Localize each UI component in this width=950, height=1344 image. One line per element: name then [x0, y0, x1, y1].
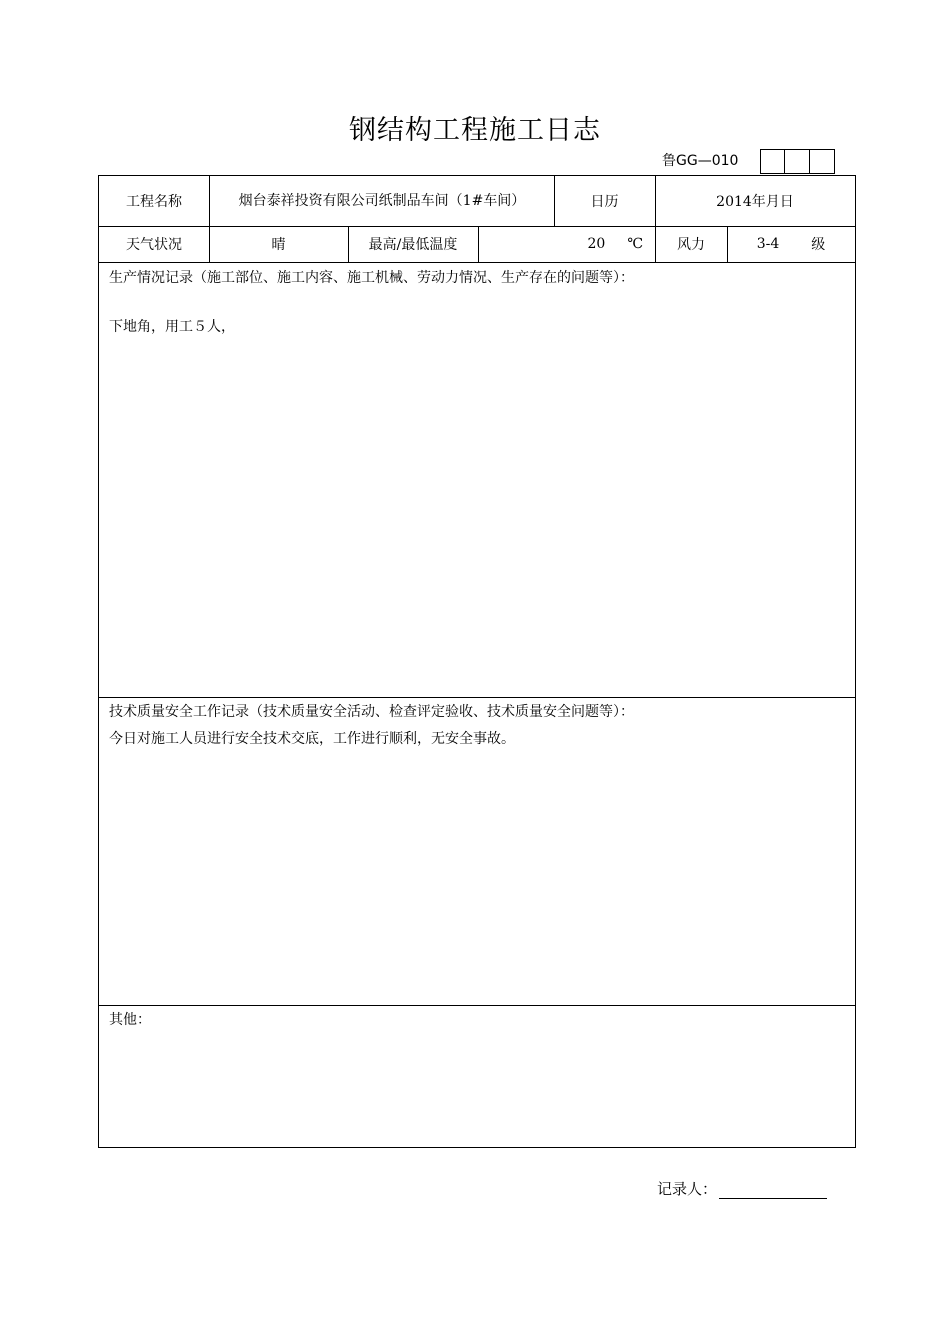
row-divider: [99, 697, 855, 698]
quality-heading: 技术质量安全工作记录（技术质量安全活动、检查评定验收、技术质量安全问题等）：: [109, 704, 634, 720]
wind-value-cell[interactable]: [727, 226, 855, 262]
temperature-label: 最高/最低温度: [368, 237, 458, 253]
quality-content[interactable]: 今日对施工人员进行安全技术交底，工作进行顺利，无安全事故。: [109, 731, 515, 747]
recorder-signature-line[interactable]: [719, 1180, 827, 1199]
wind-unit: 级: [811, 237, 826, 253]
weather-label: 天气状况: [126, 237, 182, 253]
form-code-boxes: [760, 149, 835, 174]
wind-label: 风力: [677, 237, 705, 253]
other-content[interactable]: [109, 1036, 839, 1136]
row-divider: [99, 262, 855, 263]
page-title: 钢结构工程施工日志: [349, 115, 601, 146]
weather-value[interactable]: 晴: [271, 237, 286, 253]
temperature-value-cell[interactable]: [478, 226, 655, 262]
code-box[interactable]: [785, 149, 810, 174]
code-box[interactable]: [810, 149, 835, 174]
row-divider: [99, 1005, 855, 1006]
project-name-label: 工程名称: [126, 194, 182, 210]
production-heading: 生产情况记录（施工部位、施工内容、施工机械、劳动力情况、生产存在的问题等）：: [109, 270, 634, 286]
production-content[interactable]: 下地角，用工５人，: [109, 319, 235, 335]
date-label: 日历: [590, 194, 619, 210]
date-value[interactable]: 2014年月日: [716, 194, 794, 210]
temperature-unit: ℃: [627, 236, 643, 252]
other-heading: 其他：: [109, 1012, 151, 1028]
form-code: 鲁GG—010: [662, 153, 739, 169]
temperature-value: 20: [587, 236, 606, 252]
project-name-value[interactable]: 烟台泰祥投资有限公司纸制品车间（1#车间）: [238, 193, 526, 209]
recorder: [657, 1178, 827, 1199]
recorder-label: 记录人：: [657, 1180, 718, 1198]
wind-value: 3-4: [756, 236, 780, 252]
log-form: [98, 175, 856, 1148]
code-box[interactable]: [760, 149, 785, 174]
